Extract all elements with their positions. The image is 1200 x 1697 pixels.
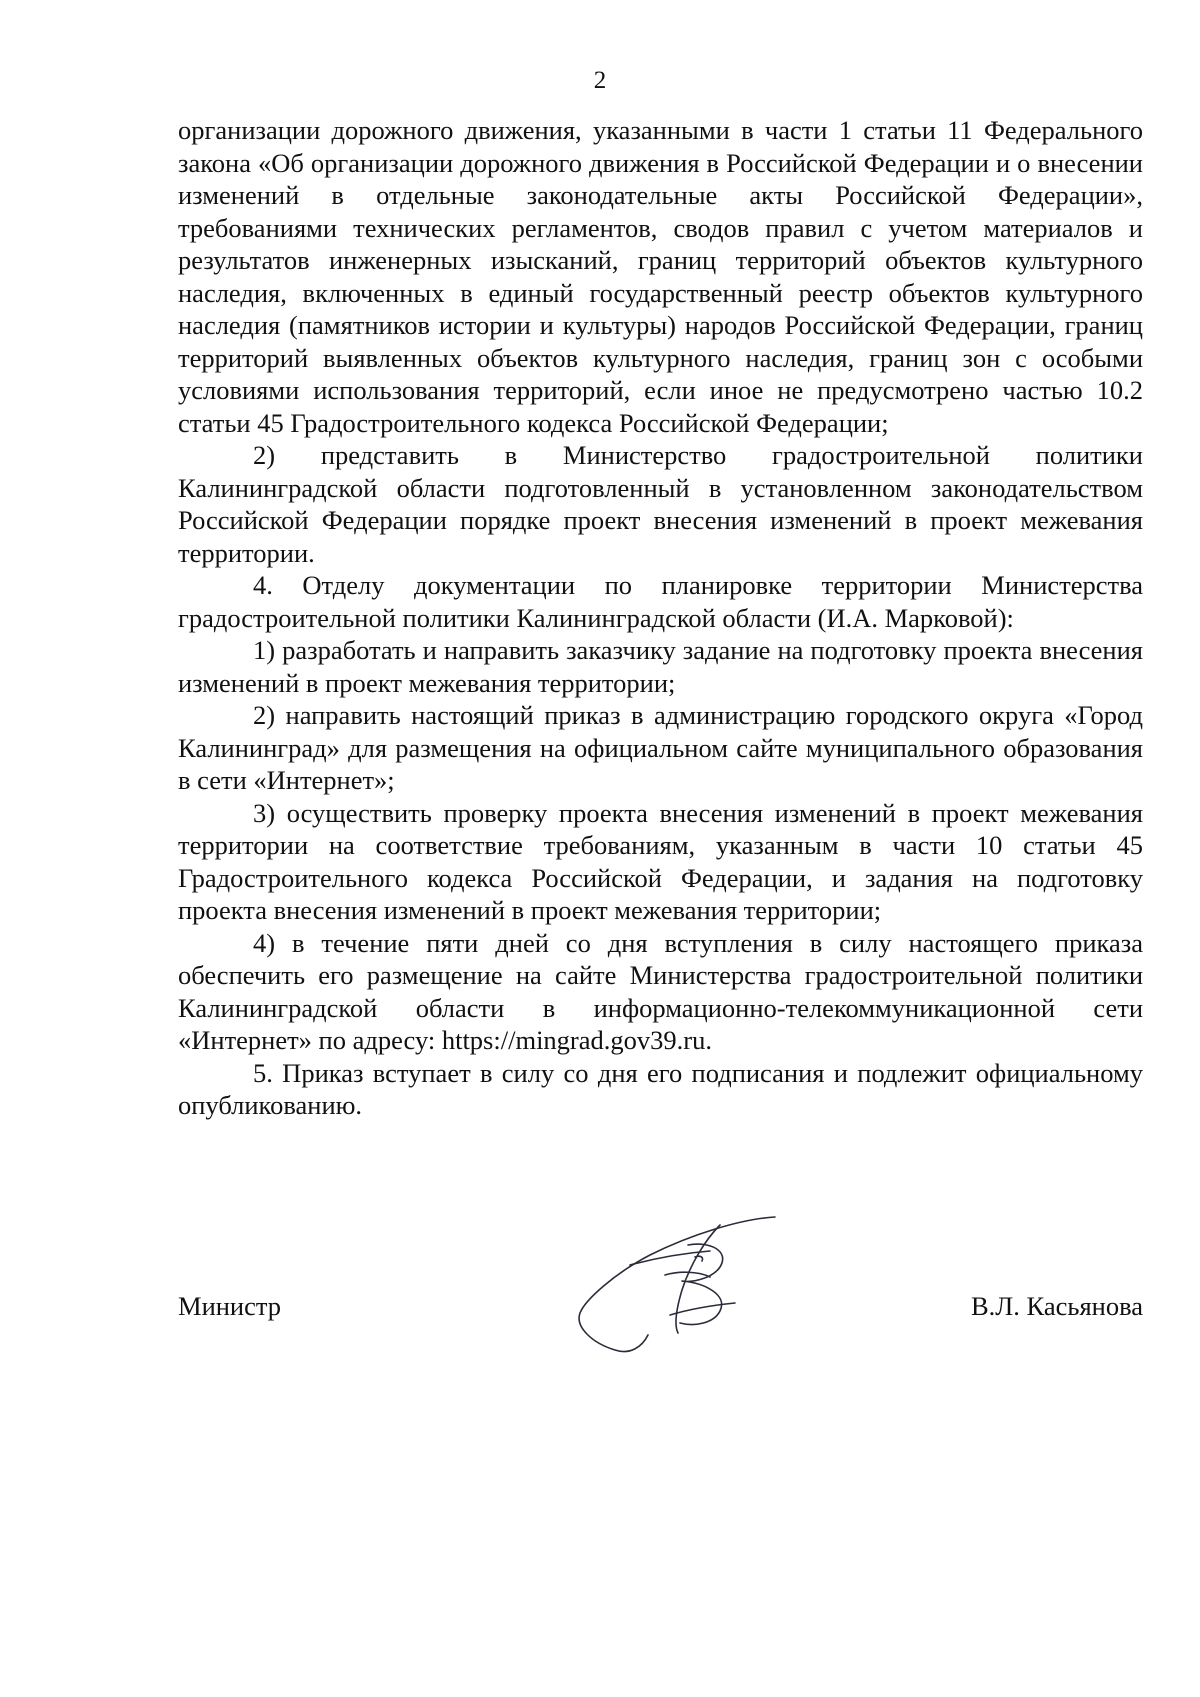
paragraph-section-5: 5. Приказ вступает в силу со дня его подписания и подлежит официальному опубликованию.	[178, 1057, 1143, 1120]
paragraph-item-4-4: 4) в течение пяти дней со дня вступления в силу настоящего приказа обеспечить его размещение на сайте Министерства градостроительной политики Калининградской области в информационно-телекоммуникационной сети «Интернет» по адресу: https://mingrad.gov39.ru.	[178, 927, 1143, 1055]
paragraph-item-3-2: 2) представить в Министерство градостроительной политики Калининградской области подготовленный в установленном законодательством Российской Федерации порядке проект внесения изменений в проект межевания территории.	[178, 440, 1143, 568]
page-number: 2	[593, 67, 607, 94]
paragraph-item-4-3: 3) осуществить проверку проекта внесения изменений в проект межевания территории на соответствие требованиям, указанным в части 10 статьи 45 Градостроительного кодекса Российской Федерации, и задания на подготовку проекта внесения изменений в проект межевания территории;	[178, 797, 1143, 925]
signatory-name: В.Л. Касьянова	[970, 1291, 1143, 1321]
signatory-position: Министр	[178, 1291, 282, 1321]
paragraph-item-4-1: 1) разработать и направить заказчику задание на подготовку проекта внесения изменений в проект межевания территории;	[178, 635, 1143, 698]
document-body	[178, 114, 1143, 1122]
handwritten-signature	[570, 1205, 800, 1365]
paragraph-continuation: организации дорожного движения, указанными в части 1 статьи 11 Федерального закона «Об организации дорожного движения в Российской Федерации и о внесении изменений в отдельные законодательные акты Российской Федерации», требованиями технических регламентов, сводов правил с учетом материалов и результатов инженерных изысканий, границ территорий объектов культурного наследия, включенных в единый государственный реестр объектов культурного наследия (памятников истории и культуры) народов Российской Федерации, границ территорий выявленных объектов культурного наследия, границ зон с особыми условиями использования территорий, если иное не предусмотрено частью 10.2 статьи 45 Градостроительного кодекса Российской Федерации;	[178, 115, 1143, 438]
paragraph-item-4-2: 2) направить настоящий приказ в администрацию городского округа «Город Калининград» для размещения на официальном сайте муниципального образования в сети «Интернет»;	[178, 700, 1143, 795]
paragraph-section-4: 4. Отделу документации по планировке территории Министерства градостроительной политики Калининградской области (И.А. Марковой):	[178, 570, 1143, 633]
